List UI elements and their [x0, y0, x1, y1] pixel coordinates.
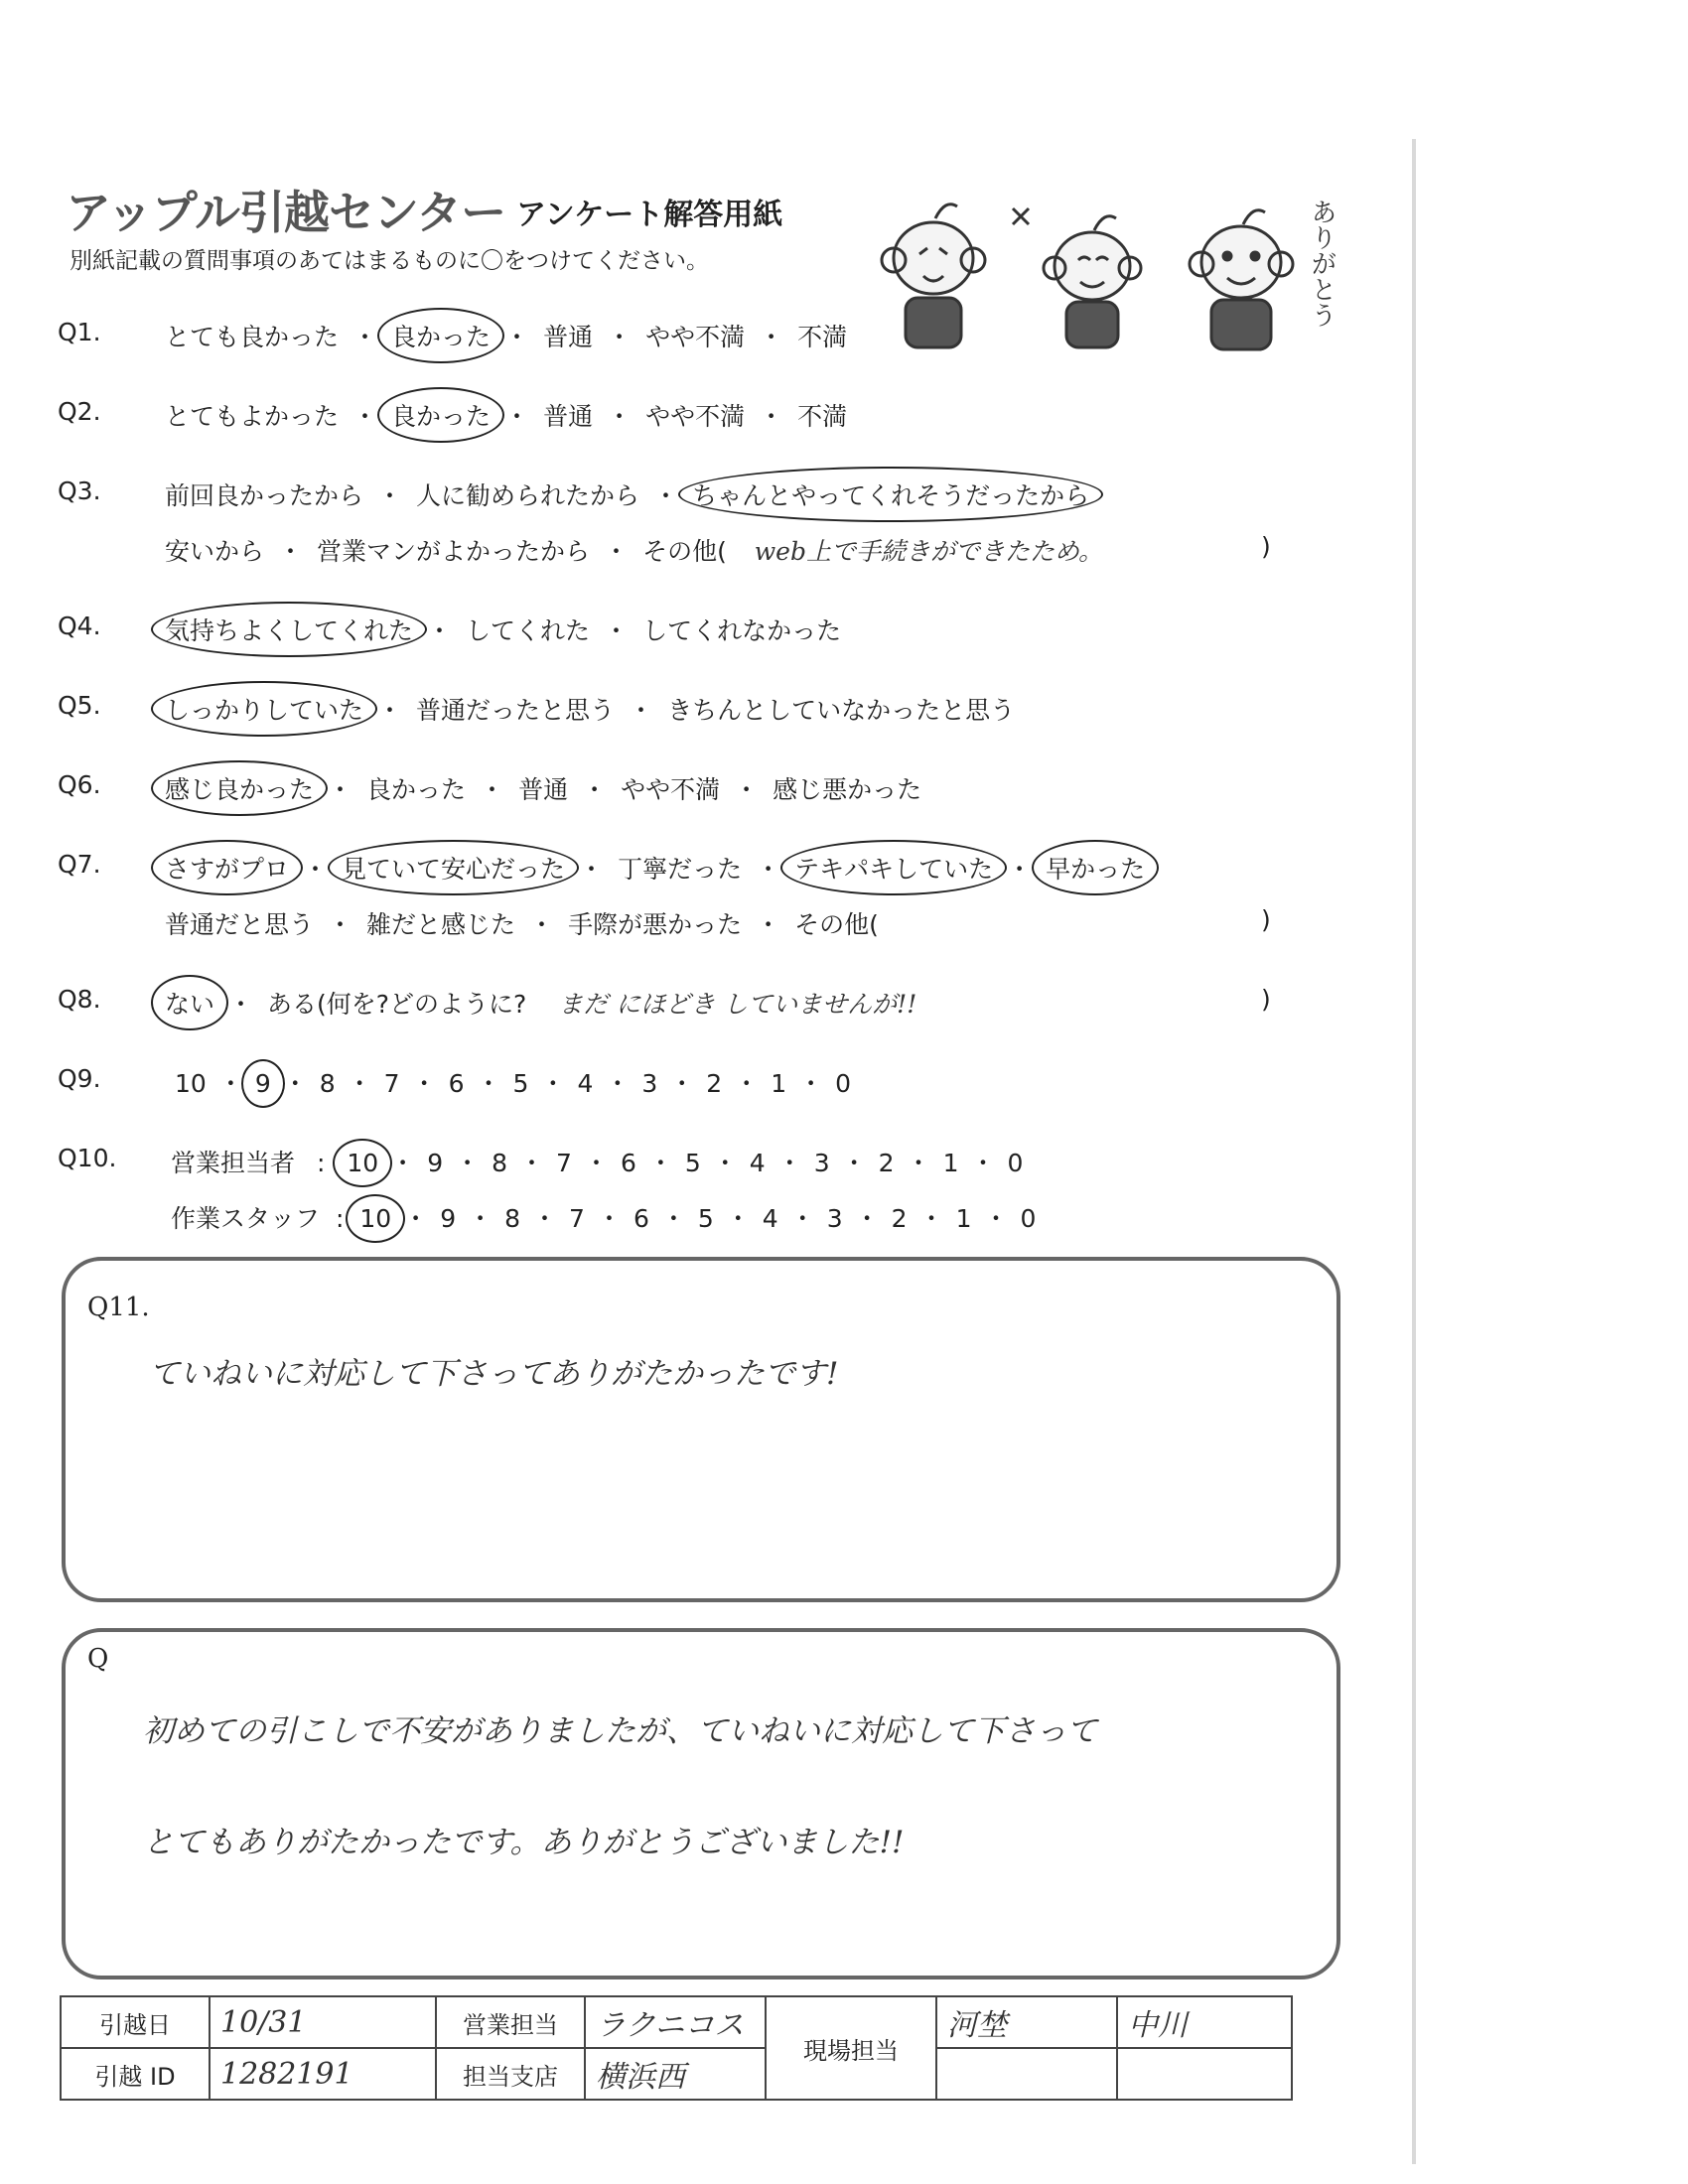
q8-option-selected[interactable]: ない — [165, 985, 214, 1021]
q1-option[interactable]: 不満 — [797, 323, 848, 351]
q4-option-selected[interactable]: 気持ちよくしてくれた — [165, 612, 413, 647]
q10-sales-score-option[interactable]: 6 — [620, 1149, 636, 1177]
monkey-icon — [882, 205, 985, 347]
move-id-value: 1282191 — [210, 2048, 436, 2100]
q8-option[interactable]: ある(何を?どのように? — [267, 990, 527, 1019]
q6-option[interactable]: 感じ悪かった — [773, 775, 922, 804]
q10-sales-score-option[interactable]: 7 — [556, 1149, 572, 1177]
q10-sales-score-selected[interactable]: 10 — [347, 1149, 379, 1177]
q6-option[interactable]: 良かった — [366, 775, 467, 804]
q5-option-selected[interactable]: しっかりしていた — [165, 691, 363, 727]
q11-label: Q11. — [87, 1293, 150, 1322]
q10-row-staff: 作業スタッフ : 10 ・ 9 ・ 8 ・ 7 ・ 6 ・ 5 ・ 4 ・ 3 ・ 2 ・ 1 ・ 0 — [171, 1204, 1037, 1233]
company-title: アップル引越センター — [66, 186, 506, 239]
q2-option-selected[interactable]: 良かった — [391, 397, 491, 433]
move-info-table — [60, 1995, 1293, 2101]
q6-option[interactable]: 普通 — [518, 775, 569, 804]
q10-staff-score-option[interactable]: 7 — [569, 1204, 585, 1233]
q9-score-option[interactable]: 7 — [383, 1069, 400, 1098]
q3-options-line2: 安いから ・ 営業マンがよかったから ・ その他( web上で手続きができたため。 — [165, 532, 1103, 568]
q7-options-line2: 普通だと思う ・ 雑だと感じた ・ 手際が悪かった ・ その他( — [165, 905, 879, 941]
sales-value: ラクニコス — [585, 1996, 766, 2048]
q1-option[interactable]: やや不満 — [645, 323, 746, 351]
page-edge — [1412, 139, 1416, 2164]
q9-scale: 10 ・ 9 ・ 8 ・ 7 ・ 6 ・ 5 ・ 4 ・ 3 ・ 2 ・ 1 ・ 0 — [175, 1069, 852, 1098]
monkey-mascots-illustration — [874, 189, 1331, 357]
q9-score-option[interactable]: 10 — [175, 1069, 207, 1098]
q1-label: Q1. — [58, 318, 101, 346]
q2-option[interactable]: 不満 — [797, 402, 848, 431]
arigatou-text: ありがとう — [1307, 199, 1336, 328]
q10-staff-score-option[interactable]: 0 — [1020, 1204, 1037, 1233]
q1-options: とても良かった ・ 良かった ・ 普通 ・ やや不満 ・ 不満 — [165, 318, 847, 353]
q1-option[interactable]: 普通 — [543, 323, 594, 351]
q8-options: ない ・ ある(何を?どのように? まだ にほどき していませんが!! — [165, 985, 916, 1021]
q10-staff-score-option[interactable]: 1 — [955, 1204, 972, 1233]
q5-option[interactable]: きちんとしていなかったと思う — [667, 696, 1016, 725]
q9-score-option[interactable]: 1 — [771, 1069, 787, 1098]
q9-score-selected[interactable]: 9 — [254, 1069, 271, 1098]
move-id-label: 引越 ID — [61, 2048, 210, 2100]
sales-label: 営業担当 — [436, 1996, 585, 2048]
q12-handwritten-line2: とてもありがたかったです。ありがとうございました!! — [143, 1825, 905, 1860]
q3-option[interactable]: 人に勧められたから — [416, 481, 640, 510]
q10-staff-score-option[interactable]: 3 — [826, 1204, 843, 1233]
q6-option-selected[interactable]: 感じ良かった — [165, 770, 314, 806]
q7-option-other[interactable]: その他( — [794, 910, 879, 939]
q10-sales-score-option[interactable]: 1 — [942, 1149, 959, 1177]
q3-option[interactable]: 前回良かったから — [165, 481, 364, 510]
q9-score-option[interactable]: 4 — [577, 1069, 594, 1098]
q10-sales-score-option[interactable]: 5 — [684, 1149, 701, 1177]
q2-option[interactable]: やや不満 — [645, 402, 746, 431]
instruction-text: 別紙記載の質問事項のあてはまるものに〇をつけてください。 — [70, 248, 709, 274]
q10-staff-score-option[interactable]: 2 — [891, 1204, 908, 1233]
q3-close-paren: ) — [1261, 532, 1271, 561]
site-value-empty — [936, 2048, 1117, 2100]
q8-label: Q8. — [58, 985, 101, 1014]
q5-options: しっかりしていた ・ 普通だったと思う ・ きちんとしていなかったと思う — [165, 691, 1015, 727]
q9-label: Q9. — [58, 1064, 101, 1093]
q6-options: 感じ良かった ・ 良かった ・ 普通 ・ やや不満 ・ 感じ悪かった — [165, 770, 921, 806]
q4-option[interactable]: してくれなかった — [642, 616, 842, 645]
q4-option[interactable]: してくれた — [466, 616, 591, 645]
q7-option-selected[interactable]: さすがプロ — [165, 850, 289, 886]
q9-score-option[interactable]: 3 — [641, 1069, 658, 1098]
q12-label: Q — [87, 1644, 109, 1674]
q2-label: Q2. — [58, 397, 101, 426]
monkey-icon — [1190, 210, 1293, 349]
q7-option[interactable]: 普通だと思う — [165, 910, 315, 939]
site-value-empty — [1117, 2048, 1292, 2100]
q7-options-line1: さすがプロ ・ 見ていて安心だった ・ 丁寧だった ・ テキパキしていた ・ 早かった — [165, 850, 1145, 886]
q9-score-option[interactable]: 8 — [319, 1069, 336, 1098]
q7-close-paren: ) — [1261, 905, 1271, 934]
q8-other-handwritten: まだ にほどき していませんが!! — [558, 990, 917, 1019]
move-date-label: 引越日 — [61, 1996, 210, 2048]
q7-option-selected[interactable]: テキパキしていた — [794, 850, 993, 886]
q10-staff-score-option[interactable]: 4 — [762, 1204, 778, 1233]
q11-answer-box — [62, 1257, 1340, 1602]
form-subtitle: アンケート解答用紙 — [516, 198, 783, 232]
q9-score-option[interactable]: 2 — [706, 1069, 723, 1098]
q10-row-name: 営業担当者 — [171, 1149, 296, 1177]
q5-label: Q5. — [58, 691, 101, 720]
q2-option[interactable]: とてもよかった — [165, 402, 340, 431]
q3-option[interactable]: 営業マンがよかったから — [317, 537, 591, 566]
q10-sales-score-option[interactable]: 4 — [749, 1149, 766, 1177]
q10-sales-score-option[interactable]: 2 — [878, 1149, 895, 1177]
q12-handwritten-line1: 初めての引こしで不安がありましたが、ていねいに対応して下さって — [143, 1713, 1097, 1749]
q10-row-name: 作業スタッフ — [171, 1204, 321, 1233]
q2-options: とてもよかった ・ 良かった ・ 普通 ・ やや不満 ・ 不満 — [165, 397, 847, 433]
q10-sales-score-option[interactable]: 9 — [427, 1149, 444, 1177]
q9-score-option[interactable]: 0 — [835, 1069, 852, 1098]
q10-sales-score-option[interactable]: 8 — [492, 1149, 508, 1177]
q3-other-handwritten: web上で手続きができたため。 — [754, 537, 1103, 566]
q3-option-selected[interactable]: ちゃんとやってくれそうだったから — [692, 477, 1089, 512]
q10-row-sales: 営業担当者 : 10 ・ 9 ・ 8 ・ 7 ・ 6 ・ 5 ・ 4 ・ 3 ・ 2 ・ 1 ・ 0 — [171, 1149, 1024, 1177]
q10-sales-score-option[interactable]: 0 — [1007, 1149, 1024, 1177]
q10-staff-score-option[interactable]: 8 — [504, 1204, 521, 1233]
q11-handwritten-answer: ていねいに対応して下さってありがたかったです! — [149, 1356, 839, 1392]
q10-sales-score-option[interactable]: 3 — [813, 1149, 830, 1177]
q7-option[interactable]: 丁寧だった — [618, 855, 743, 884]
q10-staff-score-option[interactable]: 9 — [440, 1204, 457, 1233]
q10-staff-score-selected[interactable]: 10 — [359, 1204, 392, 1233]
q4-options: 気持ちよくしてくれた ・ してくれた ・ してくれなかった — [165, 612, 841, 647]
q5-option[interactable]: 普通だったと思う — [416, 696, 616, 725]
move-date-value: 10/31 — [210, 1996, 436, 2048]
q9-score-option[interactable]: 6 — [448, 1069, 465, 1098]
site-value-1: 河埜 — [936, 1996, 1117, 2048]
q10-label: Q10. — [58, 1144, 117, 1172]
q3-label: Q3. — [58, 477, 101, 505]
q7-option-selected[interactable]: 早かった — [1046, 850, 1145, 886]
q10-staff-score-option[interactable]: 5 — [697, 1204, 714, 1233]
q7-label: Q7. — [58, 850, 101, 879]
q3-option-other[interactable]: その他( — [642, 537, 727, 566]
branch-value: 横浜西 — [585, 2048, 766, 2100]
q7-option[interactable]: 雑だと感じた — [366, 910, 516, 939]
q6-option[interactable]: やや不満 — [621, 775, 721, 804]
q7-option-selected[interactable]: 見ていて安心だった — [342, 850, 565, 886]
q8-close-paren: ) — [1261, 985, 1271, 1014]
q7-option[interactable]: 手際が悪かった — [568, 910, 743, 939]
q2-option[interactable]: 普通 — [543, 402, 594, 431]
q6-label: Q6. — [58, 770, 101, 799]
q3-option[interactable]: 安いから — [165, 537, 265, 566]
q1-option[interactable]: とても良かった — [165, 323, 340, 351]
q4-label: Q4. — [58, 612, 101, 640]
q10-staff-score-option[interactable]: 6 — [633, 1204, 649, 1233]
branch-label: 担当支店 — [436, 2048, 585, 2100]
q9-score-option[interactable]: 5 — [512, 1069, 529, 1098]
q3-options-line1: 前回良かったから ・ 人に勧められたから ・ ちゃんとやってくれそうだったから — [165, 477, 1089, 512]
monkey-icon — [1013, 208, 1141, 347]
q12-answer-box — [62, 1628, 1340, 1979]
site-value-2: 中川 — [1117, 1996, 1292, 2048]
q1-option-selected[interactable]: 良かった — [391, 318, 491, 353]
site-label: 現場担当 — [766, 1996, 936, 2100]
